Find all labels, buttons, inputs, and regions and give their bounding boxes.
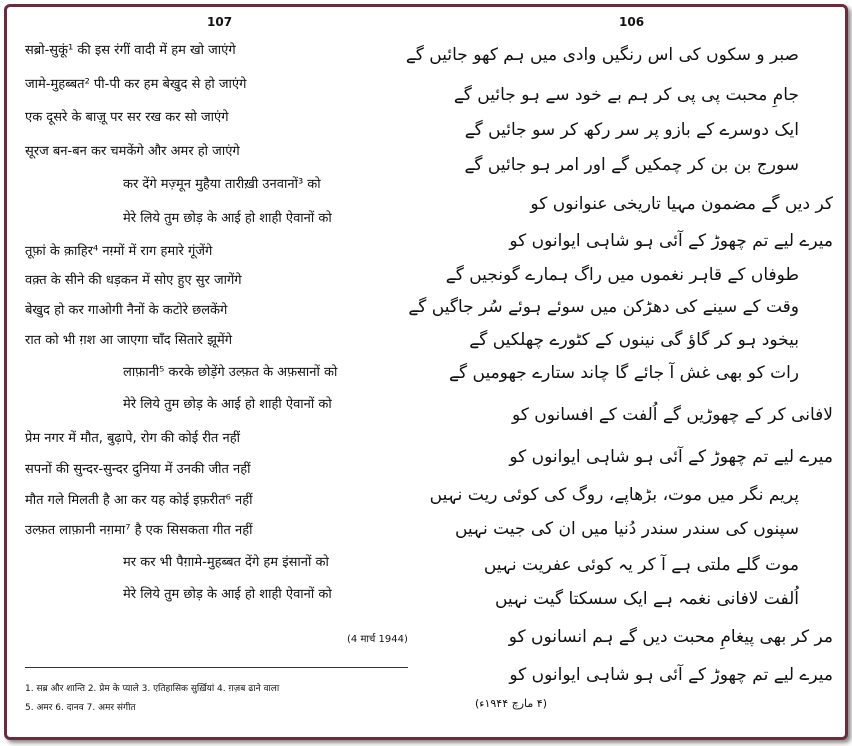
poem-line: اُلفت لافانی نغمہ ہے ایک سسکتا گیت نہیں <box>494 589 799 609</box>
poem-line: طوفاں کے قاہر نغموں میں راگ ہمارے گونجیں گے <box>445 265 799 285</box>
poem-line: سورج بن بن کر چمکیں گے اور امر ہو جائیں گے <box>464 155 799 175</box>
poem-line: مر کر بھی پیغامِ محبت دیں گے ہم انسانوں کو <box>508 627 833 647</box>
poem-line: کر دیں گے مضمون مہیا تاریخی عنوانوں کو <box>530 194 833 214</box>
poem-line: لافانی کر کے چھوڑیں گے اُلفت کے افسانوں کو <box>511 405 833 425</box>
poem-line: वक़्त के सीने की धड़कन में सोए हुए सुर जागेंगे <box>25 273 242 288</box>
poem-line: جامِ محبت پی پی کر ہم بے خود سے ہو جائیں گے <box>453 85 799 105</box>
poem-line: رات کو بھی غش آ جائے گا چاند ستارے جھومیں گے <box>449 363 799 383</box>
left-page-devanagari <box>21 7 421 727</box>
poem-line: پریم نگر میں موت، بڑھاپے، روگ کی کوئی ریت نہیں <box>429 485 799 505</box>
poem-line: وقت کے سینے کی دھڑکن میں سوئے ہوئے سُر جاگیں گے <box>408 297 799 317</box>
poem-line: मेरे लिये तुम छोड़ के आई हो शाही ऐवानों को <box>123 397 332 412</box>
poem-line: صبر و سکوں کی اس رنگیں وادی میں ہم کھو جائیں گے <box>405 45 799 65</box>
poem-line: میرے لیے تم چھوڑ کے آئی ہو شاہی ایوانوں کو <box>509 447 833 467</box>
poem-line: प्रेम नगर में मौत, बुढ़ापे, रोग की कोई रीत नहीं <box>25 431 240 446</box>
poem-line: सपनों की सुन्दर-सुन्दर दुनिया में उनकी जीत नहीं <box>25 462 251 477</box>
poem-line: موت گلے ملتی ہے آ کر یہ کوئی عفریت نہیں <box>483 555 799 575</box>
footnote-line-1: 1. सब्र और शान्ति 2. प्रेम के प्याले 3. एतिहासिक सुर्ख़ियां 4. ग़ज़ब ढाने वाला <box>25 684 280 694</box>
poem-line: سپنوں کی سندر سندر دُنیا میں ان کی جیت نہیں <box>454 519 799 539</box>
poem-line: कर देंगे मज़्मून मुहैया तारीख़ी उनवानों³ को <box>123 177 321 192</box>
poem-line: मर कर भी पैग़ामे-मुहब्बत देंगे हम इंसानों को <box>123 555 329 570</box>
poem-line: लाफ़ानी⁵ करके छोड़ेंगे उल्फ़त के अफ़सानों को <box>123 365 338 380</box>
right-page-urdu <box>405 7 833 727</box>
poem-line: میرے لیے تم چھوڑ کے آئی ہو شاہی ایوانوں کو <box>509 231 833 251</box>
poem-line: बेखुद हो कर गाओगी नैनों के कटोरे छलकेंगे <box>25 303 228 318</box>
poem-line: میرے لیے تم چھوڑ کے آئی ہو شاہی ایوانوں کو <box>509 665 833 685</box>
page-spread-frame <box>4 4 848 740</box>
poem-line: सब्रो-सुकूं¹ की इस रंगीं वादी में हम खो जाएंगे <box>25 43 236 58</box>
poem-line: मेरे लिये तुम छोड़ के आई हो शाही ऐवानों को <box>123 587 332 602</box>
poem-line: ایک دوسرے کے بازو پر سر رکھ کر سو جائیں گے <box>464 120 799 140</box>
poem-line: मेरे लिये तुम छोड़ के आई हो शाही ऐवानों को <box>123 211 332 226</box>
left-page-date: (4 मार्च 1944) <box>347 634 408 645</box>
footnote-divider <box>25 667 408 668</box>
left-page-number: 107 <box>207 15 233 29</box>
right-page-number: 106 <box>619 15 645 29</box>
poem-line: उल्फ़त लाफ़ानी नग़मा⁷ है एक सिसकता गीत नहीं <box>25 523 253 538</box>
right-page-date: (۴ مارچ ۱۹۴۴ء) <box>475 697 547 710</box>
poem-line: بیخود ہو کر گاؤ گی نینوں کے کٹورے چھلکیں گے <box>469 330 799 350</box>
poem-line: सूरज बन-बन कर चमकेंगे और अमर हो जाएंगे <box>25 144 240 159</box>
footnote-line-2: 5. अमर 6. दानव 7. अमर संगीत <box>25 703 136 713</box>
poem-line: एक दूसरे के बाज़ू पर सर रख कर सो जाएंगे <box>25 110 229 125</box>
poem-line: मौत गले मिलती है आ कर यह कोई इफ़रीत⁶ नहीं <box>25 493 253 508</box>
poem-line: रात को भी ग़श आ जाएगा चाँद सितारे झूमेंगे <box>25 333 233 348</box>
poem-line: जामे-मुहब्बत² पी-पी कर हम बेखुद से हो जाएंगे <box>25 77 247 92</box>
poem-line: तूफ़ां के क़ाहिर⁴ नग़्मों में राग हमारे गूंजेंगे <box>25 244 213 259</box>
